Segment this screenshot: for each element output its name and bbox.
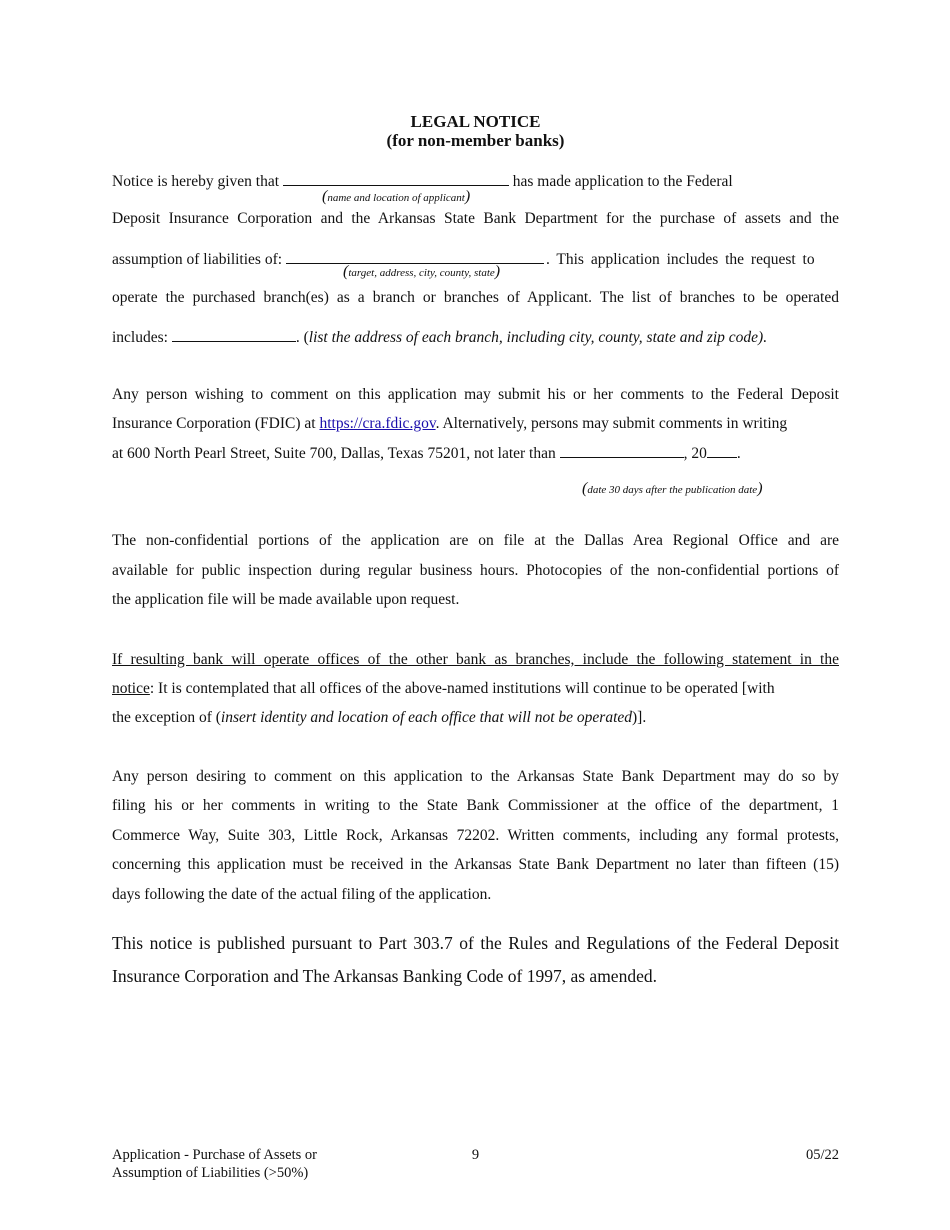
date-hint: (date 30 days after the publication date) [582,480,763,497]
document-page [112,0,839,1230]
title-subheading: (for non-member banks) [386,131,565,150]
title-heading: LEGAL NOTICE [410,112,541,131]
para5-line3: Commerce Way, Suite 303, Little Rock, Arkansas 72202. Written comments, including any formal protests, [112,827,839,844]
para1-line4: operate the purchased branch(es) as a branch or branches of Applicant. The list of branches to be operated [112,289,839,306]
fdic-link[interactable]: https://cra.fdic.gov [319,415,436,432]
para5-line5: days following the date of the actual filing of the application. [112,886,492,903]
para3-line1: The non-confidential portions of the application are on file at the Dallas Area Regional Office and are [112,532,839,549]
footer-page-number: 9 [471,1147,480,1163]
target-blank [286,249,544,264]
applicant-name-blank [283,171,509,186]
notice-title [112,112,839,150]
para3-line3: the application file will be made available upon request. [112,591,460,608]
para4-line3: the exception of (insert identity and location of each office that will not be operated)]. [112,709,647,726]
para4-line1: If resulting bank will operate offices of the other bank as branches, include the following statement in the [112,651,839,668]
year-blank [707,443,737,458]
para4-line2: notice: It is contemplated that all offices of the above-named institutions will continue to be operated [with [112,680,775,697]
branches-blank [172,327,296,342]
footer-left: Application - Purchase of Assets or Assumption of Liabilities (>50%) [112,1147,317,1181]
para1-line3: assumption of liabilities of: . This application includes the request to [112,251,815,268]
target-hint: (target, address, city, county, state) [343,263,501,280]
para2-line2: Insurance Corporation (FDIC) at https://cra.fdic.gov. Alternatively, persons may submit comments in writing [112,415,788,432]
para2-line3: at 600 North Pearl Street, Suite 700, Dallas, Texas 75201, not later than , 20 . [112,445,741,462]
applicant-hint: (name and location of applicant) [322,188,471,205]
footer-date: 05/22 [805,1147,839,1163]
para5-line1: Any person desiring to comment on this application to the Arkansas State Bank Department may do so by [112,768,839,785]
para1-line1: Notice is hereby given that has made application to the Federal [112,173,733,190]
para1-line2: Deposit Insurance Corporation and the Arkansas State Bank Department for the purchase of assets and the [112,210,839,227]
para2-line1: Any person wishing to comment on this application may submit his or her comments to the Federal Deposit [112,386,839,403]
para5-line4: concerning this application must be received in the Arkansas State Bank Department no later than fifteen (15) [112,856,839,873]
date-blank [560,443,684,458]
para5-line2: filing his or her comments in writing to the State Bank Commissioner at the office of the department, 1 [112,797,839,814]
para1-line5: includes: . (list the address of each branch, including city, county, state and zip code). [112,329,768,346]
para3-line2: available for public inspection during regular business hours. Photocopies of the non-confidential portions of [112,562,839,579]
para6-line1: This notice is published pursuant to Part 303.7 of the Rules and Regulations of the Federal Deposit [112,933,839,953]
para6-line2: Insurance Corporation and The Arkansas Banking Code of 1997, as amended. [112,966,657,986]
